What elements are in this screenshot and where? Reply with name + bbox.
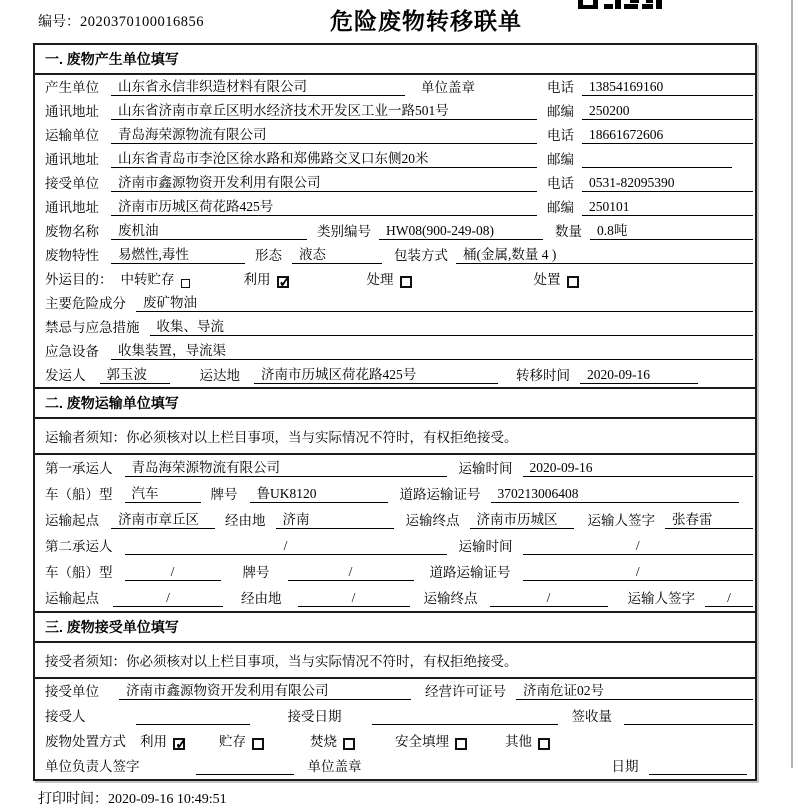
sign1-value: 张春雷 <box>665 508 753 529</box>
row-route-2 <box>35 585 755 611</box>
row-hazard-component <box>35 291 755 315</box>
transporter-notice: 运输者须知：你必须核对以上栏目事项，当与实际情况不符时，有权拒绝接受。 <box>35 419 755 455</box>
receiver-zip-value: 250101 <box>582 199 753 216</box>
license-value: 济南危证02号 <box>516 679 753 700</box>
disposal-burn-label: 焚烧 <box>310 734 337 749</box>
receiver-value: 济南市鑫源物资开发利用有限公司 <box>111 171 537 192</box>
row-transporter-address <box>35 147 755 171</box>
unit-seal-label: 单位盖章 <box>421 80 475 95</box>
traits-value: 易燃性,毒性 <box>111 243 245 264</box>
qr-code-fragment-icon <box>578 0 662 9</box>
form-value: 液态 <box>292 243 382 264</box>
sign2-value: / <box>705 590 753 607</box>
transporter-address-value: 山东省青岛市李沧区徐水路和郑佛路交叉口东侧20米 <box>111 147 537 168</box>
accept-unit-label: 接受单位 <box>45 684 99 699</box>
row-receiver <box>35 171 755 195</box>
section-producer-title: 一. 废物产生单位填写 <box>35 45 755 75</box>
category-value: HW08(900-249-08) <box>379 223 543 240</box>
row-vehicle-1 <box>35 481 755 507</box>
purpose-use-label: 利用 <box>243 272 271 287</box>
document-number <box>38 11 204 31</box>
purpose-transfer-label: 中转贮存 <box>120 272 175 287</box>
manifest-form-table <box>33 43 757 781</box>
license-label: 经营许可证号 <box>425 684 506 699</box>
producer-address-value: 山东省济南市章丘区明水经济技术开发区工业一路501号 <box>111 99 537 120</box>
accept-person-label: 接受人 <box>45 709 86 724</box>
carrier2-label: 第二承运人 <box>45 539 113 554</box>
print-time <box>38 788 796 808</box>
time1-label: 运输时间 <box>458 461 513 476</box>
accept-date-value <box>372 724 558 725</box>
transfer-time-value: 2020-09-16 <box>580 367 698 384</box>
receiver-notice: 接受者须知：你必须核对以上栏目事项，当与实际情况不符时，有权拒绝接受。 <box>35 643 755 679</box>
origin2-label: 运输起点 <box>45 591 99 606</box>
row-first-carrier <box>35 455 755 481</box>
end2-value: / <box>490 590 608 607</box>
row-transport-purpose <box>35 267 755 291</box>
origin1-label: 运输起点 <box>45 513 99 528</box>
transporter-phone-value: 18661672606 <box>582 127 753 144</box>
purpose-dispose-label: 处置 <box>533 272 561 287</box>
row-route-1 <box>35 507 755 533</box>
amount-label: 签收量 <box>571 709 612 724</box>
shipper-label: 发运人 <box>45 368 86 383</box>
section-transporter <box>35 387 755 611</box>
amount-value <box>624 724 753 725</box>
via1-value: 济南 <box>276 508 394 529</box>
accept-person-value <box>136 724 250 725</box>
traits-label: 废物特性 <box>45 248 99 263</box>
carrier1-value: 青岛海荣源物流有限公司 <box>125 456 447 477</box>
unit-seal2-label: 单位盖章 <box>307 759 362 774</box>
producer-phone-label: 电话 <box>547 80 574 95</box>
vehicle2-label: 车（船）型 <box>45 565 113 580</box>
disposal-landfill-label: 安全填埋 <box>395 734 449 749</box>
dest-label: 运达地 <box>199 368 240 383</box>
purpose-treat-checkbox <box>400 276 412 288</box>
packing-label: 包装方式 <box>394 248 448 263</box>
hazard-value: 废矿物油 <box>136 291 753 312</box>
quantity-label: 数量 <box>555 224 582 239</box>
origin2-value: / <box>113 590 223 607</box>
section-producer <box>35 45 755 387</box>
producer-zip-value: 250200 <box>582 103 753 120</box>
row-second-carrier <box>35 533 755 559</box>
head-sign-value <box>196 774 294 775</box>
vehicle1-value: 汽车 <box>125 482 201 503</box>
receiver-label: 接受单位 <box>45 176 99 191</box>
via2-value: / <box>298 590 410 607</box>
sign-date-value <box>649 774 748 775</box>
document-number-value: 2020370100016856 <box>80 14 204 30</box>
row-taboo-measures <box>35 315 755 339</box>
disposal-other-label: 其他 <box>505 734 532 749</box>
document-header <box>0 0 796 43</box>
via2-label: 经由地 <box>241 591 282 606</box>
disposal-landfill-checkbox <box>455 738 467 750</box>
transporter-zip-value <box>582 167 732 168</box>
vehicle2-value: / <box>125 564 221 581</box>
row-accept-unit <box>35 679 755 704</box>
accept-unit-value: 济南市鑫源物资开发利用有限公司 <box>119 679 411 700</box>
purpose-label: 外运目的： <box>45 272 113 287</box>
row-disposal-method <box>35 729 755 754</box>
form-label: 形态 <box>255 248 282 263</box>
row-head-signature <box>35 754 755 779</box>
plate1-value: 鲁UK8120 <box>250 482 388 503</box>
sign-date-label: 日期 <box>611 759 639 774</box>
disposal-burn-checkbox <box>343 738 355 750</box>
producer-zip-label: 邮编 <box>547 104 574 119</box>
section-transporter-title: 二. 废物运输单位填写 <box>35 387 755 419</box>
transporter-phone-label: 电话 <box>547 128 574 143</box>
plate2-value: / <box>288 564 414 581</box>
permit1-value: 370213006408 <box>491 486 740 503</box>
transporter-value: 青岛海荣源物流有限公司 <box>111 123 537 144</box>
receiver-phone-value: 0531-82095390 <box>582 175 753 192</box>
section-receiver <box>35 611 755 779</box>
taboo-label: 禁忌与应急措施 <box>45 320 140 335</box>
print-time-value: 2020-09-16 10:49:51 <box>108 792 227 807</box>
page-edge-line <box>791 0 793 768</box>
transporter-address-label: 通讯地址 <box>45 152 99 167</box>
transfer-time-label: 转移时间 <box>516 368 570 383</box>
disposal-use-label: 利用 <box>140 734 167 749</box>
sign2-label: 运输人签字 <box>627 591 695 606</box>
row-shipper <box>35 363 755 387</box>
quantity-value: 0.8吨 <box>590 219 753 240</box>
receiver-address-label: 通讯地址 <box>45 200 99 215</box>
producer-phone-value: 13854169160 <box>582 79 753 96</box>
disposal-store-label: 贮存 <box>219 734 246 749</box>
waste-name-label: 废物名称 <box>45 224 99 239</box>
time1-value: 2020-09-16 <box>523 460 754 477</box>
waste-name-value: 废机油 <box>111 219 307 240</box>
section-receiver-title: 三. 废物接受单位填写 <box>35 611 755 643</box>
hazard-label: 主要危险成分 <box>45 296 126 311</box>
equipment-value: 收集装置，导流渠 <box>111 339 753 360</box>
dest-value: 济南市历城区荷花路425号 <box>254 363 498 384</box>
plate1-label: 牌号 <box>210 487 238 502</box>
via1-label: 经由地 <box>225 513 266 528</box>
packing-value: 桶(金属,数量 4 ) <box>456 243 753 264</box>
document-title: 危险废物转移联单 <box>330 8 522 34</box>
taboo-value: 收集、导流 <box>150 315 754 336</box>
permit2-label: 道路运输证号 <box>429 565 511 580</box>
transporter-label: 运输单位 <box>45 128 99 143</box>
document-number-label: 编号： <box>38 15 80 30</box>
row-vehicle-2 <box>35 559 755 585</box>
disposal-label: 废物处置方式 <box>45 734 126 749</box>
row-accept-person <box>35 704 755 729</box>
head-sign-label: 单位负责人签字 <box>45 759 140 774</box>
permit2-value: / <box>523 564 754 581</box>
receiver-zip-label: 邮编 <box>547 200 574 215</box>
carrier2-value: / <box>125 538 447 555</box>
row-waste-traits <box>35 243 755 267</box>
row-producer <box>35 75 755 99</box>
disposal-store-checkbox <box>252 738 264 750</box>
row-transporter <box>35 123 755 147</box>
receiver-phone-label: 电话 <box>547 176 574 191</box>
row-producer-address <box>35 99 755 123</box>
disposal-other-checkbox <box>538 738 550 750</box>
purpose-treat-label: 处理 <box>366 272 394 287</box>
origin1-value: 济南市章丘区 <box>111 508 215 529</box>
permit1-label: 道路运输证号 <box>399 487 481 502</box>
transporter-zip-label: 邮编 <box>547 152 574 167</box>
row-emergency-equipment <box>35 339 755 363</box>
shipper-value: 郭玉波 <box>100 363 170 384</box>
carrier1-label: 第一承运人 <box>45 461 113 476</box>
producer-address-label: 通讯地址 <box>45 104 99 119</box>
time2-label: 运输时间 <box>458 539 513 554</box>
row-waste-name <box>35 219 755 243</box>
print-time-label: 打印时间： <box>38 792 108 807</box>
time2-value: / <box>523 538 754 555</box>
vehicle1-label: 车（船）型 <box>45 487 113 502</box>
category-label: 类别编号 <box>317 224 371 239</box>
producer-value: 山东省永信非织造材料有限公司 <box>111 75 405 96</box>
end1-value: 济南市历城区 <box>470 508 574 529</box>
equipment-label: 应急设备 <box>45 344 99 359</box>
purpose-transfer-checkbox <box>181 279 190 288</box>
receiver-address-value: 济南市历城区荷花路425号 <box>111 195 537 216</box>
end1-label: 运输终点 <box>405 513 460 528</box>
plate2-label: 牌号 <box>242 565 270 580</box>
accept-date-label: 接受日期 <box>287 709 342 724</box>
end2-label: 运输终点 <box>423 591 478 606</box>
disposal-use-checkbox <box>173 738 185 750</box>
purpose-use-checkbox <box>277 276 289 288</box>
sign1-label: 运输人签字 <box>587 513 655 528</box>
purpose-dispose-checkbox <box>567 276 579 288</box>
row-receiver-address <box>35 195 755 219</box>
producer-label: 产生单位 <box>45 80 99 95</box>
